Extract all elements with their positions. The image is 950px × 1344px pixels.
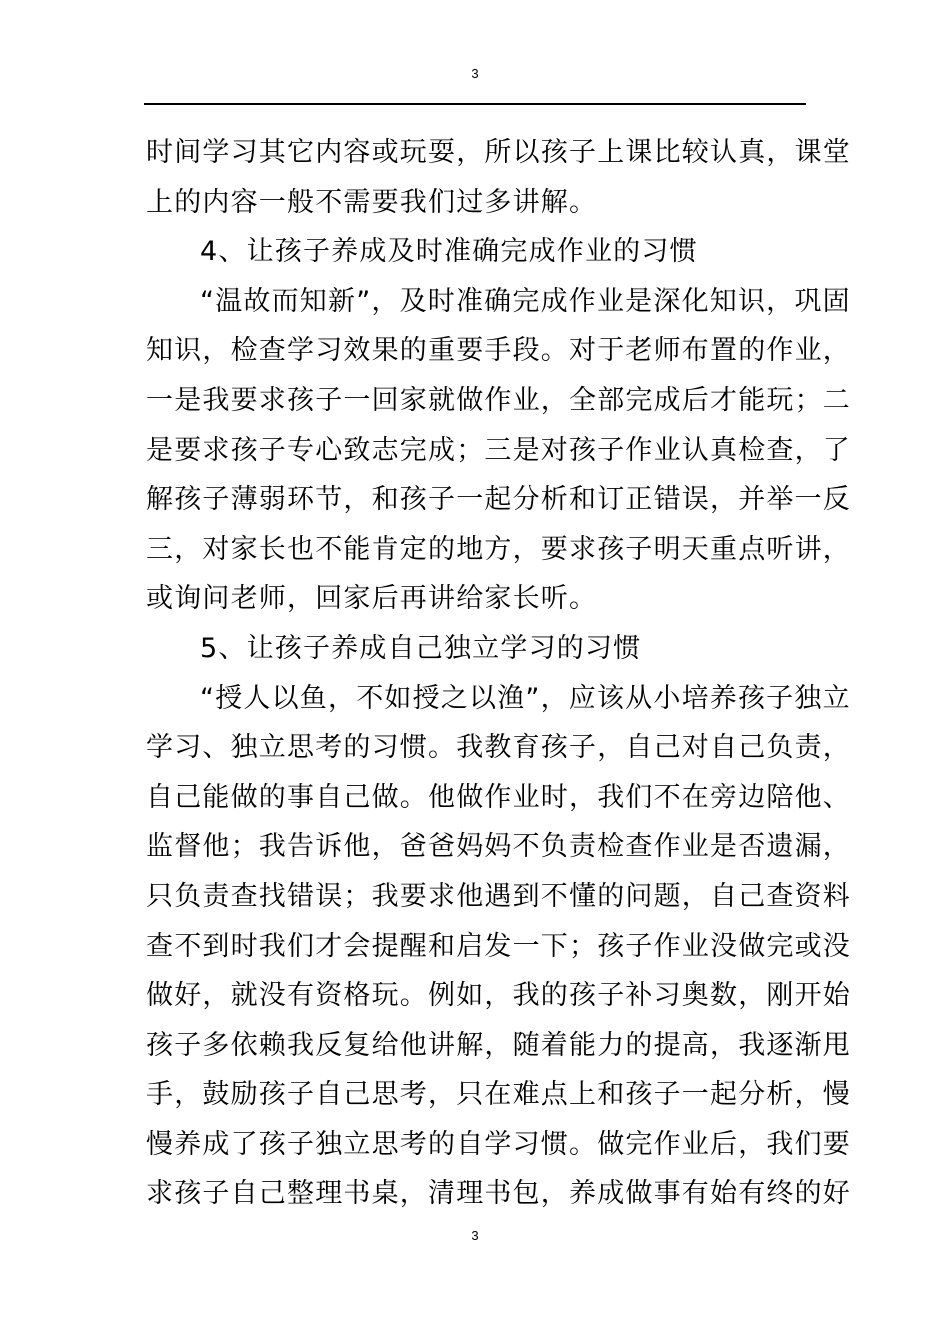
text-line: 或询问老师，回家后再讲给家长听。 — [146, 583, 598, 615]
text-line: 慢养成了孩子独立思考的自学习惯。做完作业后，我们要 — [146, 1128, 851, 1160]
text-line: 上的内容一般不需要我们过多讲解。 — [146, 186, 598, 218]
text-line: 是要求孩子专心致志完成；三是对孩子作业认真检查，了 — [146, 434, 851, 466]
text-line: 三，对家长也不能肯定的地方，要求孩子明天重点听讲， — [146, 533, 851, 565]
text-line: 求孩子自己整理书桌，清理书包，养成做事有始有终的好 — [146, 1178, 851, 1210]
text-line: “授人以鱼，不如授之以渔”，应该从小培养孩子独立 — [200, 682, 851, 714]
text-line: 孩子多依赖我反复给他讲解，随着能力的提高，我逐渐甩 — [146, 1029, 851, 1061]
text-line: “温故而知新”，及时准确完成作业是深化知识，巩固 — [200, 285, 851, 317]
text-line: 一是我要求孩子一回家就做作业，全部完成后才能玩；二 — [146, 384, 851, 416]
footer-page-number: 3 — [471, 1228, 479, 1243]
text-line: 4、让孩子养成及时准确完成作业的习惯 — [200, 236, 698, 268]
document-body — [146, 128, 851, 1219]
text-line: 知识，检查学习效果的重要手段。对于老师布置的作业， — [146, 335, 851, 367]
text-line: 5、让孩子养成自己独立学习的习惯 — [200, 632, 642, 664]
text-line: 手，鼓励孩子自己思考，只在难点上和孩子一起分析，慢 — [146, 1079, 851, 1111]
text-line: 监督他；我告诉他，爸爸妈妈不负责检查作业是否遗漏， — [146, 831, 851, 863]
text-line: 做好，就没有资格玩。例如，我的孩子补习奥数，刚开始 — [146, 980, 851, 1012]
text-line: 解孩子薄弱环节，和孩子一起分析和订正错误，并举一反 — [146, 484, 851, 516]
text-line: 自己能做的事自己做。他做作业时，我们不在旁边陪他、 — [146, 781, 851, 813]
header-divider — [144, 103, 806, 105]
text-line: 查不到时我们才会提醒和启发一下；孩子作业没做完或没 — [146, 930, 851, 962]
text-line: 只负责查找错误；我要求他遇到不懂的问题，自己查资料 — [146, 880, 851, 912]
header-page-number: 3 — [471, 66, 479, 81]
text-line: 时间学习其它内容或玩耍，所以孩子上课比较认真，课堂 — [146, 137, 851, 168]
text-line: 学习、独立思考的习惯。我教育孩子，自己对自己负责， — [146, 732, 851, 764]
